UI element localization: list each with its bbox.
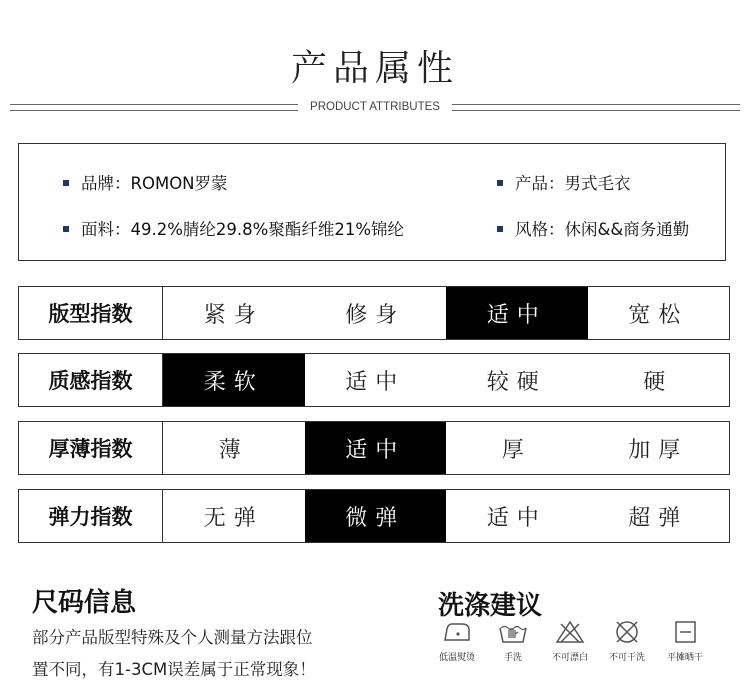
iron-low-temp-icon xyxy=(442,620,472,644)
index-option: 适中 xyxy=(486,505,547,531)
index-row-texture xyxy=(18,353,730,407)
index-option: 宽松 xyxy=(628,302,689,328)
index-row-fit xyxy=(18,286,730,340)
index-label: 版型指数 xyxy=(19,287,163,339)
index-option: 薄 xyxy=(218,437,249,463)
bullet-icon xyxy=(497,226,503,232)
attr-fabric xyxy=(63,216,404,240)
size-info-line: 置不同，有1-3CM误差属于正常现象！ xyxy=(32,660,316,679)
bullet-icon xyxy=(497,180,503,186)
attr-product-text: 产品：男式毛衣 xyxy=(515,174,631,193)
attr-fabric-text: 面料：49.2%腈纶29.8%聚酯纤维21%锦纶 xyxy=(81,220,405,239)
index-option: 超弹 xyxy=(628,505,689,531)
index-option: 紧身 xyxy=(203,302,264,328)
attr-style xyxy=(497,216,689,240)
no-dry-clean-icon xyxy=(612,620,642,644)
title-divider xyxy=(10,98,740,116)
index-option-selected: 微弹 xyxy=(305,490,447,542)
size-info-title: 尺码信息 xyxy=(32,588,137,618)
index-row-elasticity xyxy=(18,489,730,543)
attributes-box xyxy=(18,143,726,261)
index-option-selected: 适中 xyxy=(446,287,588,339)
index-label: 厚薄指数 xyxy=(19,422,163,474)
wash-label: 不可干洗 xyxy=(608,653,645,663)
attr-brand-text: 品牌：ROMON罗蒙 xyxy=(81,174,228,193)
divider-line-left xyxy=(10,104,298,111)
wash-label: 低温熨烫 xyxy=(438,653,475,663)
size-info-line: 部分产品版型特殊及个人测量方法跟位 xyxy=(32,628,313,647)
no-bleach-icon xyxy=(555,620,585,644)
attr-product xyxy=(497,170,631,194)
index-label: 弹力指数 xyxy=(19,490,163,542)
bullet-icon xyxy=(63,180,69,186)
index-label: 质感指数 xyxy=(19,354,163,406)
divider-line-right xyxy=(452,104,740,111)
index-option: 适中 xyxy=(345,369,406,395)
index-option: 加厚 xyxy=(628,437,689,463)
wash-icons xyxy=(428,620,728,680)
wash-label: 手洗 xyxy=(503,653,522,663)
wash-label: 不可漂白 xyxy=(551,653,588,663)
attr-brand xyxy=(63,170,228,194)
index-option: 无弹 xyxy=(203,505,264,531)
hand-wash-icon xyxy=(498,620,528,644)
page-subtitle: PRODUCT ATTRIBUTES xyxy=(310,101,440,113)
wash-label: 平摊晒干 xyxy=(666,653,703,663)
attr-style-text: 风格：休闲&&商务通勤 xyxy=(515,220,690,239)
bullet-icon xyxy=(63,226,69,232)
index-option-selected: 适中 xyxy=(305,422,447,474)
index-row-thickness xyxy=(18,421,730,475)
index-option: 较硬 xyxy=(486,369,547,395)
index-option: 厚 xyxy=(501,437,532,463)
wash-item xyxy=(484,620,542,663)
wash-item xyxy=(656,620,714,663)
wash-item xyxy=(598,620,656,663)
wash-title: 洗涤建议 xyxy=(438,591,543,621)
index-option: 修身 xyxy=(345,302,406,328)
wash-item xyxy=(541,620,599,663)
page-title: 产品属性 xyxy=(290,48,459,89)
wash-item xyxy=(428,620,486,663)
index-option-selected: 柔软 xyxy=(163,354,305,406)
flat-dry-icon xyxy=(670,620,700,644)
index-option: 硬 xyxy=(643,369,674,395)
